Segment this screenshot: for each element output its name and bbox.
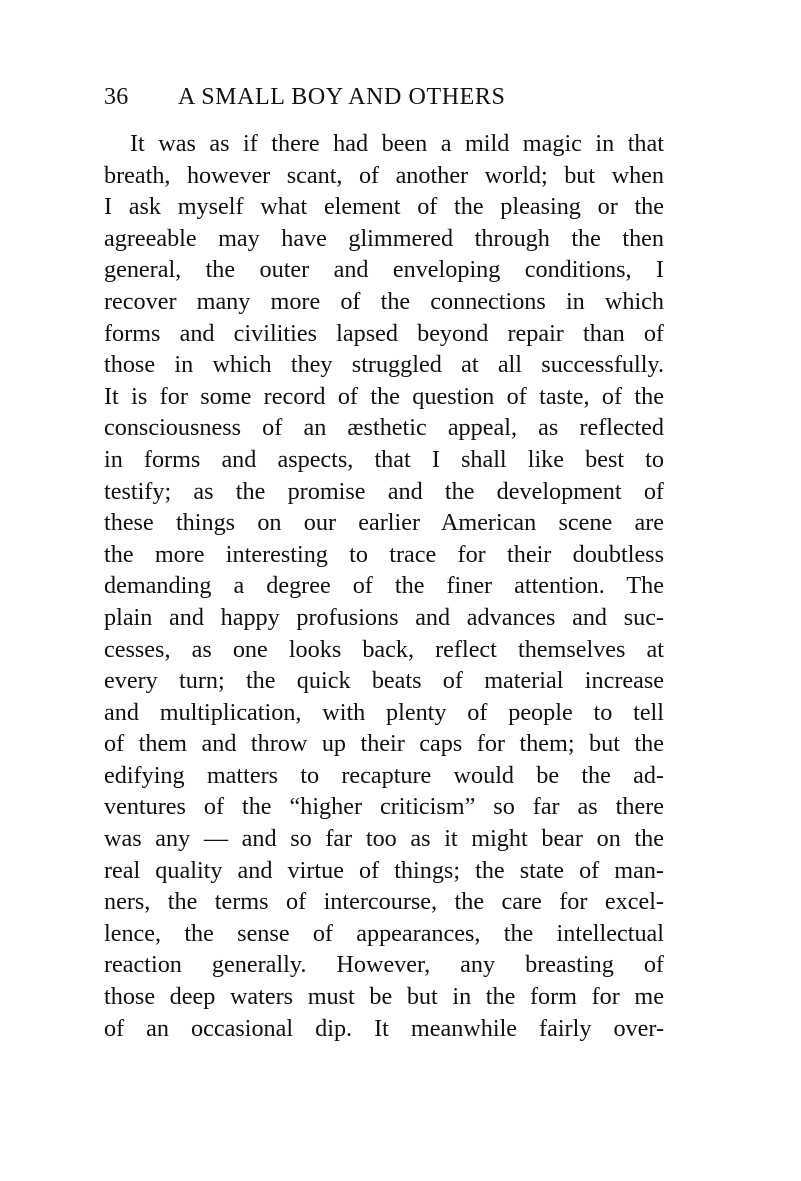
running-head xyxy=(104,82,664,112)
text-line: general, the outer and enveloping conditions, I xyxy=(104,256,664,284)
text-line: the more interesting to trace for their doubtless xyxy=(104,540,664,568)
text-line: cesses, as one looks back, reflect themselves at xyxy=(104,635,664,663)
text-line: consciousness of an æsthetic appeal, as reflected xyxy=(104,414,664,442)
text-line: was any — and so far too as it might bear on the xyxy=(104,825,664,853)
page-number: 36 xyxy=(104,84,129,110)
text-line: those deep waters must be but in the form for me xyxy=(104,983,664,1011)
body-paragraph xyxy=(104,128,664,1044)
text-line: ventures of the “higher criticism” so far as there xyxy=(104,793,664,821)
text-line: those in which they struggled at all successfully. xyxy=(104,351,664,379)
text-line: It was as if there had been a mild magic in that xyxy=(130,130,664,157)
text-line: breath, however scant, of another world; but when xyxy=(104,161,664,189)
text-line: every turn; the quick beats of material increase xyxy=(104,667,664,695)
text-line: of them and throw up their caps for them; but the xyxy=(104,730,664,758)
text-line: recover many more of the connections in which xyxy=(104,287,664,315)
text-line: It is for some record of the question of taste, of the xyxy=(104,382,664,410)
text-line: demanding a degree of the finer attention. The xyxy=(104,572,664,600)
text-line: testify; as the promise and the development of xyxy=(104,477,664,505)
running-title: A SMALL BOY AND OTHERS xyxy=(178,84,506,110)
text-line: in forms and aspects, that I shall like best to xyxy=(104,445,664,473)
text-line: and multiplication, with plenty of people to tell xyxy=(104,698,664,726)
text-line: ners, the terms of intercourse, the care for excel- xyxy=(104,888,664,916)
text-line: forms and civilities lapsed beyond repair than of xyxy=(104,319,664,347)
text-line: I ask myself what element of the pleasing or the xyxy=(104,193,664,221)
text-line: reaction generally. However, any breasting of xyxy=(104,951,664,979)
text-line: these things on our earlier American scene are xyxy=(104,509,664,537)
text-line: edifying matters to recapture would be the ad- xyxy=(104,761,664,789)
text-line: lence, the sense of appearances, the intellectual xyxy=(104,919,664,947)
text-line: of an occasional dip. It meanwhile fairly over- xyxy=(104,1014,664,1042)
text-line: agreeable may have glimmered through the then xyxy=(104,224,664,252)
text-line: real quality and virtue of things; the state of man- xyxy=(104,856,664,884)
text-line: plain and happy profusions and advances and suc- xyxy=(104,603,664,631)
